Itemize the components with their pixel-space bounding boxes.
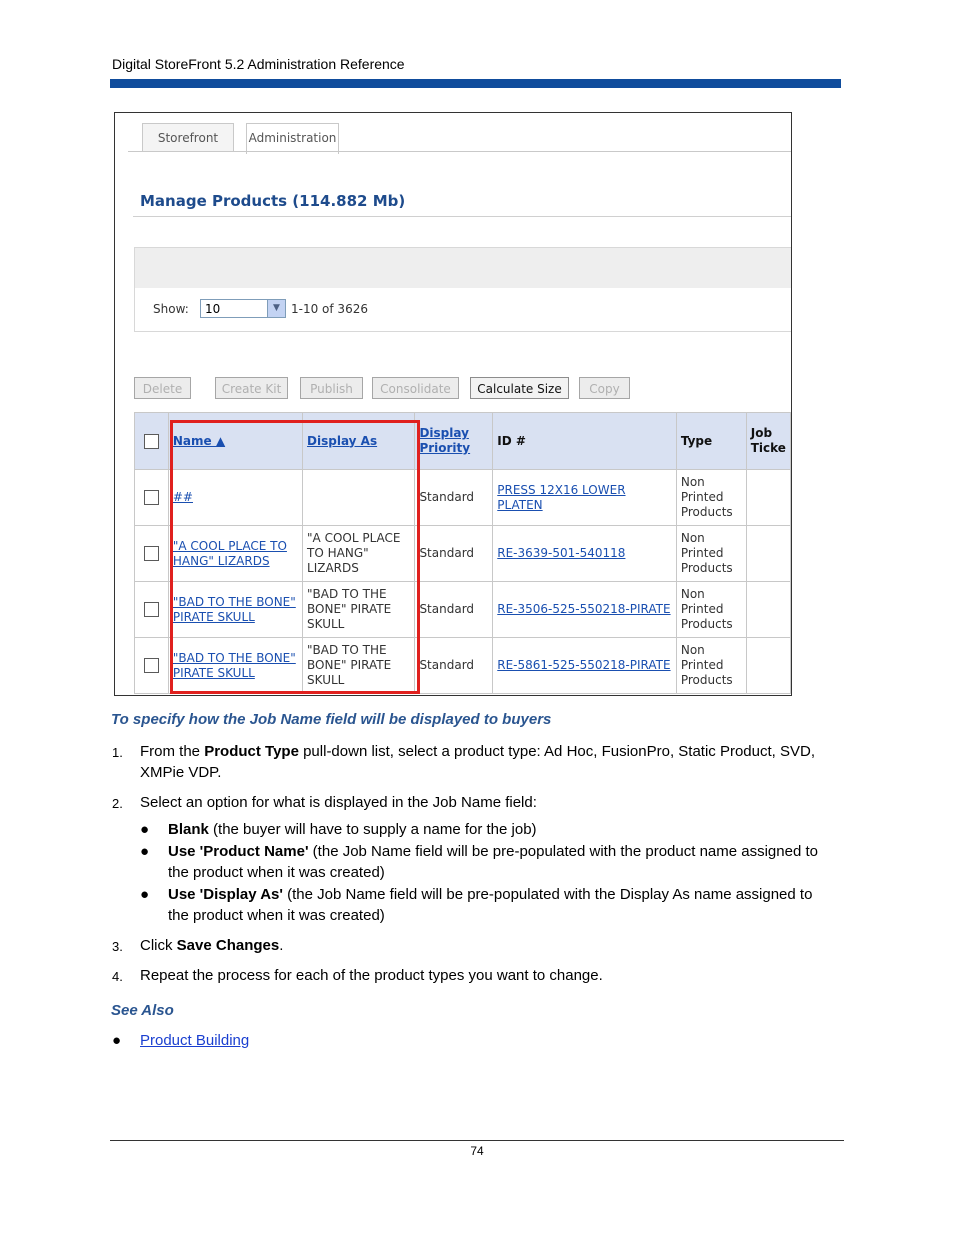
product-type-cell: Non Printed Products bbox=[676, 582, 746, 638]
header-rule bbox=[110, 79, 841, 88]
job-ticket-cell bbox=[746, 638, 790, 694]
see-also-heading: See Also bbox=[111, 1002, 174, 1019]
column-header-type: Type bbox=[676, 413, 746, 470]
sort-by-priority-link[interactable]: Display Priority bbox=[419, 426, 471, 455]
tab-storefront[interactable]: Storefront bbox=[142, 123, 234, 152]
column-header-display-priority[interactable] bbox=[415, 413, 493, 470]
product-name-link[interactable]: "BAD TO THE BONE" PIRATE SKULL bbox=[172, 650, 296, 680]
display-as-cell: "BAD TO THE BONE" PIRATE SKULL bbox=[303, 582, 415, 638]
result-range: 1-10 of 3626 bbox=[291, 302, 368, 316]
publish-button[interactable]: Publish bbox=[300, 377, 363, 399]
product-type-cell: Non Printed Products bbox=[676, 470, 746, 526]
job-ticket-cell bbox=[746, 526, 790, 582]
product-id-cell bbox=[493, 470, 677, 526]
display-priority-cell: Standard bbox=[415, 638, 493, 694]
display-priority-cell: Standard bbox=[415, 582, 493, 638]
product-id-cell bbox=[493, 526, 677, 582]
product-id-cell bbox=[493, 638, 677, 694]
sort-by-name-link[interactable]: Name ▲ bbox=[172, 433, 226, 448]
filter-band bbox=[134, 247, 792, 288]
select-all-cell bbox=[135, 413, 169, 470]
product-id-link[interactable]: RE-3639-501-540118 bbox=[497, 546, 626, 560]
procedure-heading: To specify how the Job Name field will be displayed to buyers bbox=[111, 711, 552, 728]
option-text: Use 'Product Name' (the Job Name field will be pre-populated with the product name assigned to the product when it was created) bbox=[168, 843, 818, 881]
step-text: Select an option for what is displayed in the Job Name field: bbox=[140, 794, 537, 811]
step-text: From the Product Type pull-down list, select a product type: Ad Hoc, FusionPro, Static Product, SVD, XMPie VDP. bbox=[140, 743, 815, 781]
product-name-link[interactable]: "BAD TO THE BONE" PIRATE SKULL bbox=[172, 594, 296, 624]
calculate-size-button[interactable]: Calculate Size bbox=[470, 377, 569, 399]
select-all-checkbox[interactable] bbox=[144, 434, 159, 449]
row-checkbox[interactable] bbox=[144, 546, 159, 561]
paging-bar bbox=[134, 287, 792, 332]
option-text: Blank (the buyer will have to supply a name for the job) bbox=[168, 821, 537, 838]
page-title: Manage Products (114.882 Mb) bbox=[140, 192, 406, 210]
row-select-cell bbox=[135, 470, 169, 526]
footer-rule bbox=[110, 1140, 844, 1141]
row-checkbox[interactable] bbox=[144, 658, 159, 673]
step-text: Click Save Changes. bbox=[140, 937, 284, 954]
display-as-cell: "BAD TO THE BONE" PIRATE SKULL bbox=[303, 638, 415, 694]
document-header-title: Digital StoreFront 5.2 Administration Reference bbox=[112, 56, 405, 72]
option-text: Use 'Display As' (the Job Name field will be pre-populated with the Display As name assigned to the product when it was created) bbox=[168, 886, 813, 924]
chevron-down-icon[interactable]: ▼ bbox=[267, 300, 285, 317]
bullet-icon: ● bbox=[112, 1032, 122, 1049]
column-header-id: ID # bbox=[493, 413, 677, 470]
row-select-cell bbox=[135, 638, 169, 694]
show-label: Show: bbox=[153, 302, 189, 316]
highlight-annotation-box bbox=[170, 420, 420, 694]
sort-by-display-as-link[interactable]: Display As bbox=[307, 433, 378, 448]
display-as-cell: "A COOL PLACE TO HANG" LIZARDS bbox=[303, 526, 415, 582]
step-text: Repeat the process for each of the product types you want to change. bbox=[140, 967, 603, 984]
product-building-link[interactable]: Product Building bbox=[140, 1032, 250, 1049]
page-size-value: 10 bbox=[205, 302, 221, 316]
step-number: 2. bbox=[112, 796, 123, 811]
product-id-link[interactable]: RE-3506-525-550218-PIRATE bbox=[497, 602, 671, 616]
job-ticket-cell bbox=[746, 470, 790, 526]
page-size-select[interactable] bbox=[200, 299, 286, 318]
step-number: 1. bbox=[112, 745, 123, 760]
product-id-link[interactable]: RE-5861-525-550218-PIRATE bbox=[497, 658, 671, 672]
column-header-job-ticket: Job Ticke bbox=[746, 413, 790, 470]
row-checkbox[interactable] bbox=[144, 602, 159, 617]
screenshot-figure bbox=[114, 112, 792, 696]
copy-button[interactable]: Copy bbox=[579, 377, 630, 399]
page-number: 74 bbox=[470, 1144, 484, 1158]
bullet-icon: ● bbox=[140, 843, 150, 860]
title-divider bbox=[133, 216, 791, 217]
consolidate-button[interactable]: Consolidate bbox=[372, 377, 459, 399]
bullet-icon: ● bbox=[140, 821, 150, 838]
row-checkbox[interactable] bbox=[144, 490, 159, 505]
delete-button[interactable]: Delete bbox=[134, 377, 191, 399]
display-priority-cell: Standard bbox=[415, 470, 493, 526]
bullet-icon: ● bbox=[140, 886, 150, 903]
product-id-cell bbox=[493, 582, 677, 638]
product-id-link[interactable]: PRESS 12X16 LOWER PLATEN bbox=[497, 482, 626, 512]
tab-bar-line bbox=[128, 151, 791, 152]
create-kit-button[interactable]: Create Kit bbox=[215, 377, 288, 399]
display-priority-cell: Standard bbox=[415, 526, 493, 582]
product-name-link[interactable]: "A COOL PLACE TO HANG" LIZARDS bbox=[172, 538, 287, 568]
job-ticket-cell bbox=[746, 582, 790, 638]
row-select-cell bbox=[135, 526, 169, 582]
step-number: 3. bbox=[112, 939, 123, 954]
step-number: 4. bbox=[112, 969, 123, 984]
product-type-cell: Non Printed Products bbox=[676, 526, 746, 582]
product-name-link[interactable]: ## bbox=[172, 490, 193, 504]
row-select-cell bbox=[135, 582, 169, 638]
product-type-cell: Non Printed Products bbox=[676, 638, 746, 694]
tab-administration[interactable]: Administration bbox=[246, 123, 339, 154]
